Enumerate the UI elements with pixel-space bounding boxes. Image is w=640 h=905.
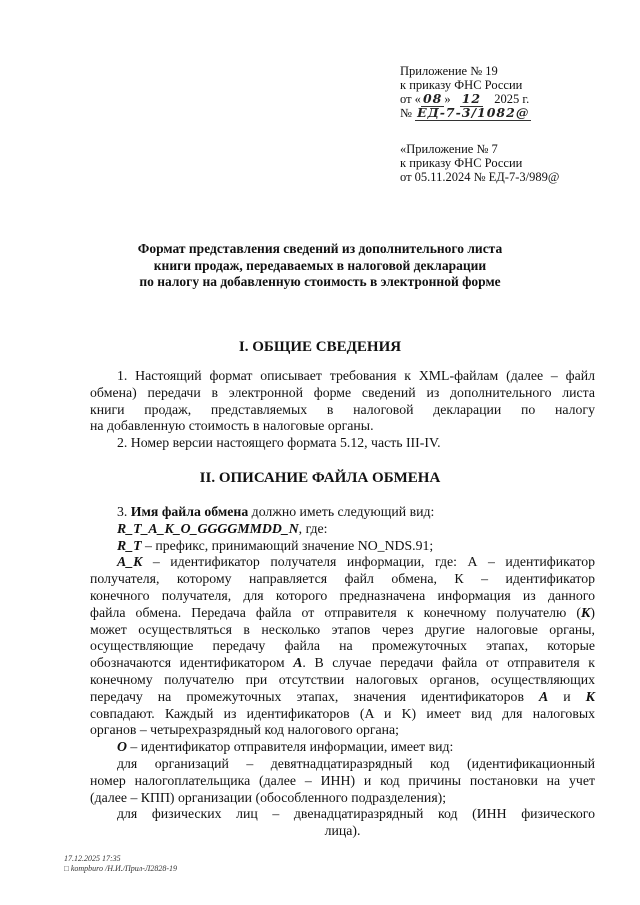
annex-19-order: к приказу ФНС России <box>400 78 523 92</box>
document-footer <box>64 854 177 874</box>
footer-file-ref: □ kompburo /Н.И./Прил-Л2828-19 <box>64 864 177 873</box>
annex-7-title: «Приложение № 7 <box>400 142 498 156</box>
section-1-heading: I. ОБЩИЕ СВЕДЕНИЯ <box>238 339 402 355</box>
individual-code: для физических лиц – двенадцатиразрядный код (ИНН физического лица). <box>117 806 595 839</box>
handwritten-month: 12 <box>461 91 482 106</box>
handwritten-day: 08 <box>422 91 443 106</box>
organization-code: для организаций – девятнадцатиразрядный код (идентификационный номер налогоплательщика (далее – ИНН) и код причины постановки на учет (далее – КПП) организации (обособленного подразделения); <box>90 755 595 805</box>
section-2-heading: II. ОПИСАНИЕ ФАЙЛА ОБМЕНА <box>199 470 441 486</box>
annex-19-date: от « 08 » 12 2025 г. <box>400 91 530 106</box>
paragraph-2: 2. Номер версии настоящего формата 5.12, часть III-IV. <box>117 435 441 451</box>
section-2-body <box>90 504 595 840</box>
o-definition: O – идентификатор отправителя информации, имеет вид: <box>117 739 454 755</box>
paragraph-3: 3. Имя файла обмена должно иметь следующий вид: <box>117 504 435 519</box>
annex-7-order: к приказу ФНС России <box>400 156 523 170</box>
handwritten-number: ЕД-7-3/1082@ <box>417 105 530 120</box>
section-1-body <box>90 368 595 452</box>
ak-definition: A_K – идентификатор получателя информации, где: А – идентификатор получателя, которому направляется файл обмена, К – идентификатор конечного получателя, для которого предназначена информация из данного файла обмена. Передача файла от отправителя к конечному получателю (К) может осуществляться в несколько этапов через другие налоговые органы, осуществляющие передачу файла на промежуточных этапах, которые обозначаются идентификатором А. В случае передачи файла от отправителя к конечному получателю при отсутствии налоговых органов, осуществляющих передачу на промежуточных этапах, значения идентификаторов А и К совпадают. Каждый из идентификаторов (A и K) имеет вид для налоговых органов – четырехразрядный код налогового органа; <box>90 554 595 738</box>
paragraph-1: 1. Настоящий формат описывает требования к XML-файлам (далее – файл обмена) передачи в электронной форме сведений из дополнительного листа книги продаж, представляемых в налоговой декларации по налогу на добавленную стоимость в налоговые органы. <box>90 368 595 434</box>
annex-7-date-number: от 05.11.2024 № ЕД-7-3/989@ <box>400 170 560 184</box>
footer-timestamp: 17.12.2025 17:35 <box>64 854 121 863</box>
rt-definition: R_T – префикс, принимающий значение NO_NDS.91; <box>117 537 434 553</box>
annex-19-header <box>400 64 531 120</box>
document-title: Формат представления сведений из дополнительного листа книги продаж, передаваемых в налоговой декларации по налогу на добавленную стоимость в электронной форме <box>137 241 503 289</box>
annex-19-title: Приложение № 19 <box>400 64 498 78</box>
annex-19-number: № ЕД-7-3/1082@ <box>400 105 530 120</box>
annex-7-header <box>400 142 559 184</box>
file-name-pattern: R_T_A_K_O_GGGGMMDD_N, где: <box>117 520 328 536</box>
